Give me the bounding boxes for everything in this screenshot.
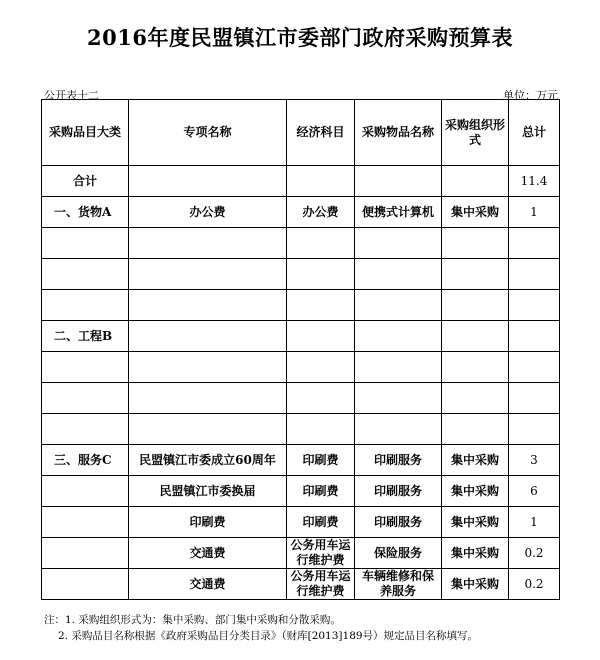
cell: 保险服务 — [355, 538, 442, 569]
cell — [129, 259, 287, 290]
cell — [129, 383, 287, 414]
cell — [509, 228, 560, 259]
table-row — [42, 414, 560, 445]
cell: 集中采购 — [442, 445, 509, 476]
table-row — [42, 569, 560, 600]
cell — [442, 228, 509, 259]
cell: 二、工程B — [42, 321, 129, 352]
header-total: 总计 — [509, 100, 560, 166]
cell — [287, 352, 355, 383]
cell — [287, 383, 355, 414]
table-row — [42, 476, 560, 507]
cell: 办公费 — [129, 197, 287, 228]
cell — [355, 290, 442, 321]
cell: 集中采购 — [442, 197, 509, 228]
cell: 一、货物A — [42, 197, 129, 228]
cell: 公务用车运行维护费 — [287, 569, 355, 600]
cell — [355, 414, 442, 445]
cell — [355, 321, 442, 352]
cell: 印刷服务 — [355, 507, 442, 538]
cell: 印刷费 — [287, 507, 355, 538]
table-row — [42, 290, 560, 321]
cell: 民盟镇江市委成立60周年 — [129, 445, 287, 476]
cell: 印刷服务 — [355, 476, 442, 507]
table-row — [42, 538, 560, 569]
cell — [287, 228, 355, 259]
cell — [442, 259, 509, 290]
table-row — [42, 507, 560, 538]
cell: 交通费 — [129, 538, 287, 569]
cell — [509, 321, 560, 352]
cell — [42, 538, 129, 569]
cell: 民盟镇江市委换届 — [129, 476, 287, 507]
cell — [42, 290, 129, 321]
cell: 0.2 — [509, 538, 560, 569]
cell — [442, 352, 509, 383]
header-econ-subject: 经济科目 — [287, 100, 355, 166]
cell — [509, 259, 560, 290]
cell: 6 — [509, 476, 560, 507]
cell — [129, 228, 287, 259]
cell: 办公费 — [287, 197, 355, 228]
cell — [42, 476, 129, 507]
unit-label: 单位：万元 — [503, 89, 558, 102]
cell — [42, 414, 129, 445]
cell: 3 — [509, 445, 560, 476]
cell: 印刷费 — [129, 507, 287, 538]
cell — [442, 414, 509, 445]
cell — [355, 259, 442, 290]
footnotes — [44, 612, 478, 644]
cell — [287, 259, 355, 290]
cell — [442, 321, 509, 352]
cell — [442, 166, 509, 197]
table-row — [42, 321, 560, 352]
cell — [509, 383, 560, 414]
header-category: 采购品目大类 — [42, 100, 129, 166]
cell — [42, 352, 129, 383]
cell: 1 — [509, 197, 560, 228]
cell: 1 — [509, 507, 560, 538]
table-row — [42, 259, 560, 290]
header-project: 专项名称 — [129, 100, 287, 166]
cell: 集中采购 — [442, 476, 509, 507]
cell — [287, 166, 355, 197]
cell: 三、服务C — [42, 445, 129, 476]
note-2: 2. 采购品目名称根据《政府采购品目分类目录》（财库[2013]189号）规定品目名称填写。 — [58, 630, 479, 642]
cell: 印刷费 — [287, 476, 355, 507]
table-header-row — [42, 100, 560, 166]
cell — [129, 352, 287, 383]
table-row — [42, 228, 560, 259]
cell — [287, 321, 355, 352]
cell: 印刷费 — [287, 445, 355, 476]
cell — [129, 166, 287, 197]
cell: 公务用车运行维护费 — [287, 538, 355, 569]
cell — [42, 259, 129, 290]
cell — [509, 352, 560, 383]
cell: 集中采购 — [442, 507, 509, 538]
cell — [287, 290, 355, 321]
cell — [42, 383, 129, 414]
header-org-form: 采购组织形式 — [442, 100, 509, 166]
cell — [287, 414, 355, 445]
cell: 便携式计算机 — [355, 197, 442, 228]
cell: 车辆维修和保养服务 — [355, 569, 442, 600]
cell — [129, 290, 287, 321]
header-item-name: 采购物品名称 — [355, 100, 442, 166]
cell — [442, 290, 509, 321]
cell — [355, 383, 442, 414]
cell — [355, 166, 442, 197]
cell — [355, 352, 442, 383]
cell: 印刷服务 — [355, 445, 442, 476]
page-title: 2016年度民盟镇江市委部门政府采购预算表 — [87, 25, 513, 50]
cell — [509, 290, 560, 321]
cell: 11.4 — [509, 166, 560, 197]
cell: 交通费 — [129, 569, 287, 600]
table-row — [42, 166, 560, 197]
cell: 集中采购 — [442, 538, 509, 569]
cell — [442, 383, 509, 414]
cell — [355, 228, 442, 259]
cell — [129, 414, 287, 445]
table-row — [42, 197, 560, 228]
note-1: 注：1. 采购组织形式为：集中采购、部门集中采购和分散采购。 — [44, 614, 341, 626]
cell — [42, 569, 129, 600]
table-row — [42, 445, 560, 476]
table-row — [42, 352, 560, 383]
cell — [42, 228, 129, 259]
cell: 0.2 — [509, 569, 560, 600]
cell — [509, 414, 560, 445]
cell — [129, 321, 287, 352]
table-row — [42, 383, 560, 414]
cell: 集中采购 — [442, 569, 509, 600]
table-name: 公开表十二 — [44, 89, 99, 102]
budget-table — [41, 99, 560, 600]
cell — [42, 507, 129, 538]
cell: 合计 — [42, 166, 129, 197]
